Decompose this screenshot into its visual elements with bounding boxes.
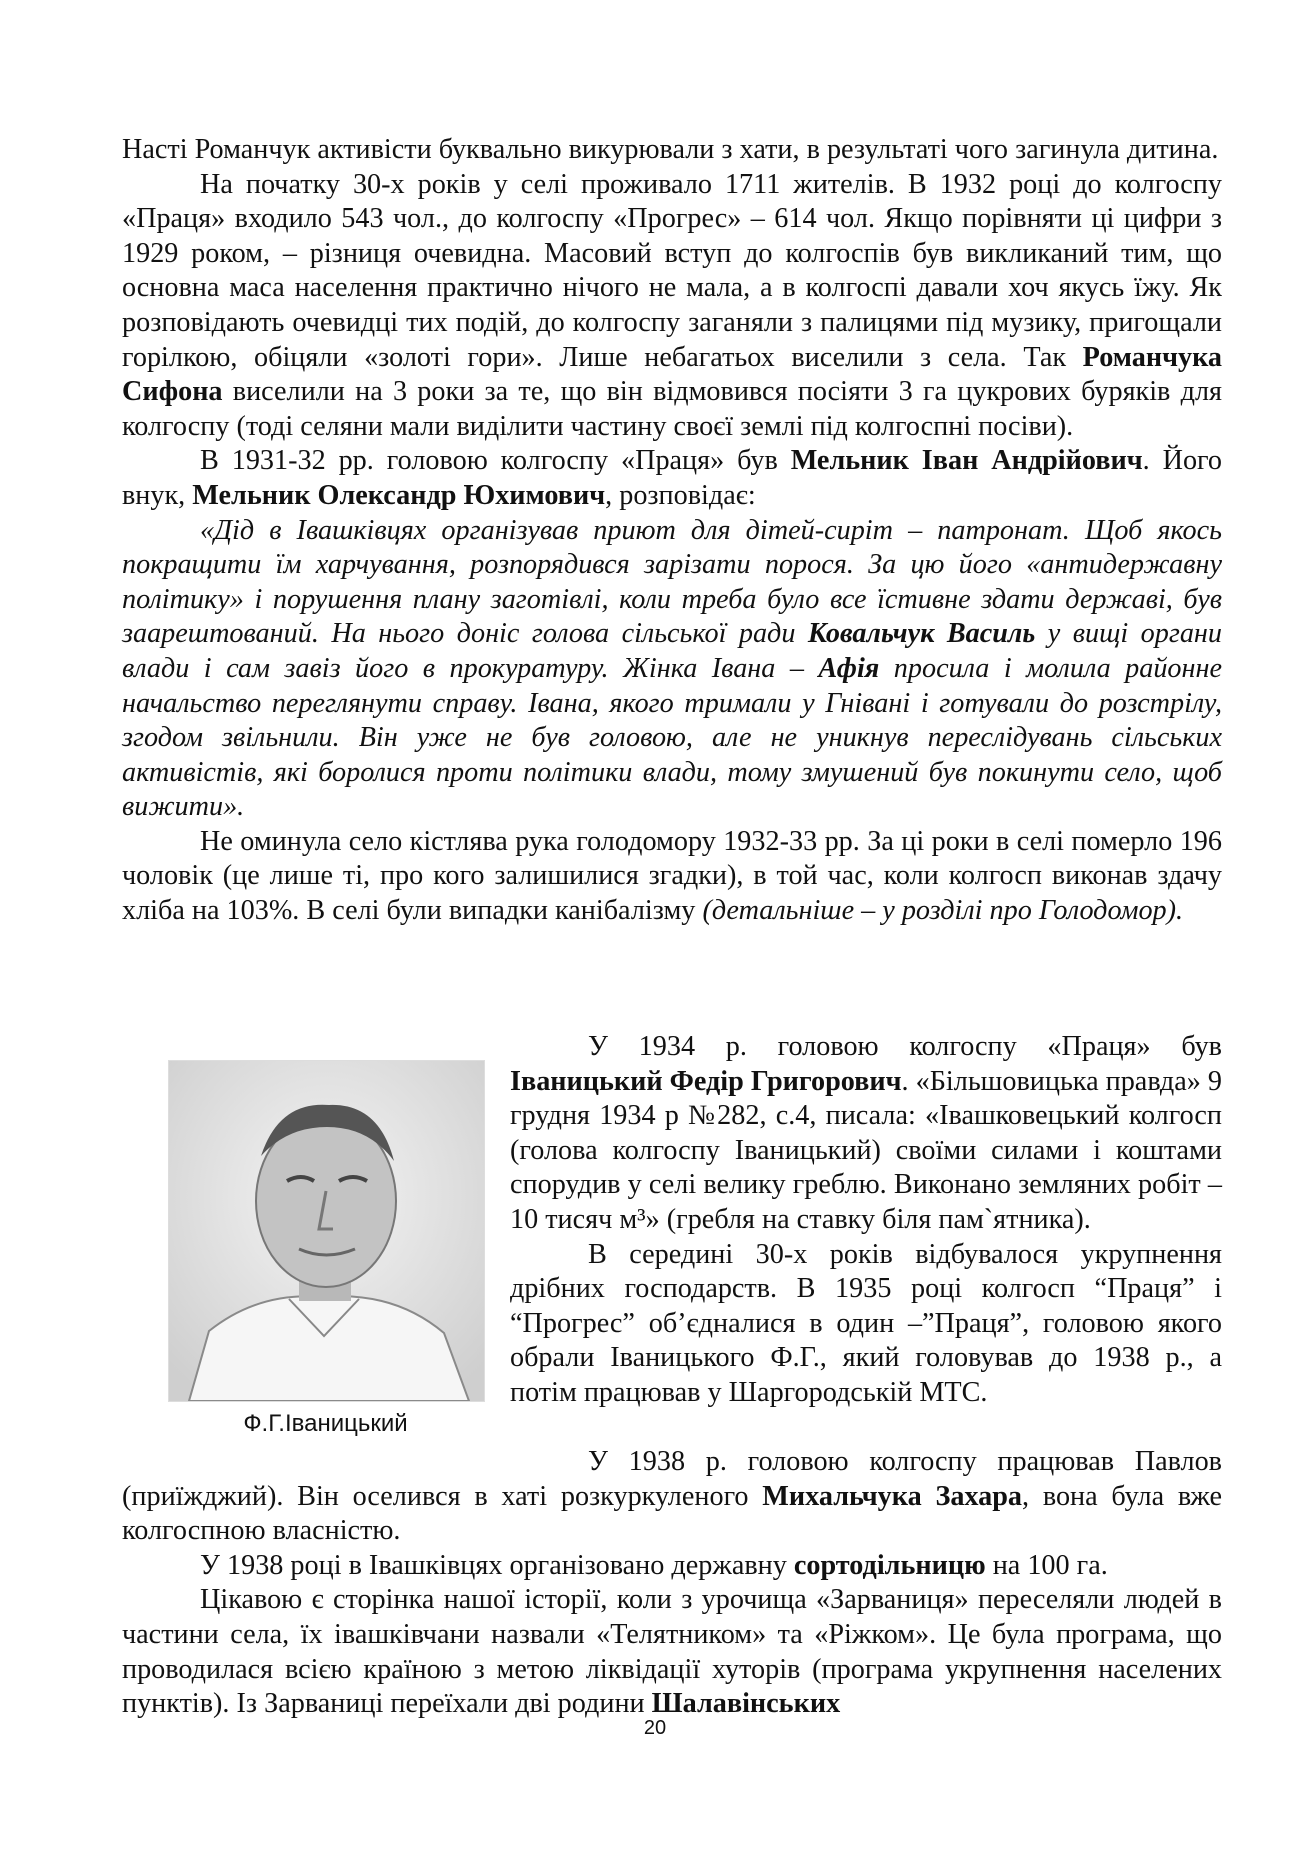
text-run: Не оминула село кістлява рука голодомору 1932-33 рр. За ці роки в селі померло 196 чоловік (це лише ті, про кого залишилися згадки), в той час, коли колгосп виконав здачу хліба на 103%. В селі були випадки канібалізму xyxy=(122,825,1222,927)
text-run: , вона була вже колгоспною власністю. xyxy=(122,1480,1222,1547)
paragraph xyxy=(122,444,1222,513)
portrait-image xyxy=(169,1061,484,1401)
quote-paragraph xyxy=(122,514,1222,825)
paragraph xyxy=(122,1445,1222,1549)
bold-name: Іваницький Федір Григорович xyxy=(510,1065,902,1097)
bold-name: Мельник Олександр Юхимович xyxy=(192,479,606,511)
portrait-photo xyxy=(168,1060,485,1402)
page-number: 20 xyxy=(643,1717,667,1739)
text-run: просила і молила районне начальство переглянути справу. Івана, якого тримали у Гнівані і готували до розстрілу, згодом звільнили. Він уже не був головою, але не уникнув переслідувань сільських активістів, які боролися проти політики влади, тому змушений був покинути село, щоб вижити». xyxy=(122,652,1222,823)
text-run: На початку 30-х років у селі проживало 1711 жителів. В 1932 році до колгоспу «Праця» входило 543 чол., до колгоспу «Прогрес» – 614 чол. Якщо порівняти ці цифри з 1929 роком, – різниця очевидна. Масовий вступ до колгоспів був викликаний тим, що основна маса населення практично нічого не мала, а в колгоспі давали хоч якусь їжу. Як розповідають очевидці тих подій, до колгоспу заганяли з палицями під музику, пригощали горілкою, обіцяли «золоті гори». Лише небагатьох виселили з села. Так xyxy=(122,168,1222,373)
bold-name: Михальчука Захара xyxy=(762,1480,1023,1512)
text-run: У 1938 році в Івашківцях організовано державну xyxy=(200,1549,794,1581)
main-text-bottom xyxy=(122,1445,1222,1722)
text-run: Цікавою є сторінка нашої історії, коли з урочища «Зарваниця» переселяли людей в частини села, їх івашківчани назвали «Телятником» та «Ріжком». Це була програма, що проводилася всією країною з метою ліквідації хуторів (програма укрупнення населених пунктів). Із Зарваниці переїхали дві родини xyxy=(122,1584,1222,1720)
paragraph xyxy=(122,168,1222,445)
text-run: «Дід в Івашківцях організував приют для дітей-сиріт – патронат. Щоб якось покращити їм харчування, розпорядився зарізати порося. За цю його «антидержавну політику» і порушення плану заготівлі, коли треба було все їстивне здати державі, був заарештований. На нього доніс голова сільської ради xyxy=(122,514,1222,650)
bold-name: Афія xyxy=(818,652,880,684)
side-text xyxy=(510,1030,1222,1411)
text-run: . Його внук, xyxy=(122,445,1222,511)
bold-name: Романчука Сифона xyxy=(122,341,1222,408)
paragraph xyxy=(122,1583,1222,1721)
text-run: на 100 га. xyxy=(985,1549,1108,1581)
text-run: У 1938 р. головою колгоспу працював Павлов (приїжджий). Він оселився в хаті розкуркуленого xyxy=(122,1446,1222,1512)
bold-name: Шалавінських xyxy=(651,1688,841,1720)
text-run: у вищі органи влади і сам завіз його в прокуратуру. Жінка Івана – xyxy=(122,618,1222,684)
text-run: В середині 30-х років відбувалося укрупнення дрібних господарств. В 1935 році колгосп “Праця” і “Прогрес” об’єдналися в один –”Праця”, головою якого обрали Іваницького Ф.Г., який головував до 1938 р., а потім працював у Шаргородській МТС. xyxy=(510,1238,1222,1408)
paragraph xyxy=(510,1238,1222,1411)
photo-caption: Ф.Г.Іваницький xyxy=(243,1410,408,1437)
text-run: Насті Романчук активісти буквально викурювали з хати, в результаті чого загинула дитина. xyxy=(122,134,1219,165)
main-text-top xyxy=(122,133,1222,929)
paragraph xyxy=(122,1549,1222,1584)
bold-term: сортодільницю xyxy=(793,1549,986,1581)
text-run: В 1931-32 рр. головою колгоспу «Праця» був xyxy=(200,445,791,477)
text-run: У 1934 р. головою колгоспу «Праця» був xyxy=(588,1031,1222,1062)
bold-name: Ковальчук Василь xyxy=(807,618,1036,650)
bold-name: Мельник Іван Андрійович xyxy=(790,445,1143,477)
paragraph xyxy=(122,825,1222,929)
paragraph xyxy=(510,1030,1222,1238)
text-run: виселили на 3 роки за те, що він відмовився посіяти 3 га цукрових буряків для колгоспу (тоді селяни мали виділити частину своєї землі під колгоспні посіви). xyxy=(122,376,1222,442)
text-run: , розповідає: xyxy=(605,479,756,511)
paragraph xyxy=(122,133,1222,168)
text-run: . «Більшовицька правда» 9 грудня 1934 р №282, с.4, писала: «Івашковецький колгосп (голова колгоспу Іваницький) своїми силами і коштами спорудив у селі велику греблю. Виконано земляних робіт – 10 тисяч м³» (гребля на ставку біля пам`ятника). xyxy=(510,1065,1223,1235)
italic-note: (детальніше – у розділі про Голодомор). xyxy=(702,895,1184,927)
